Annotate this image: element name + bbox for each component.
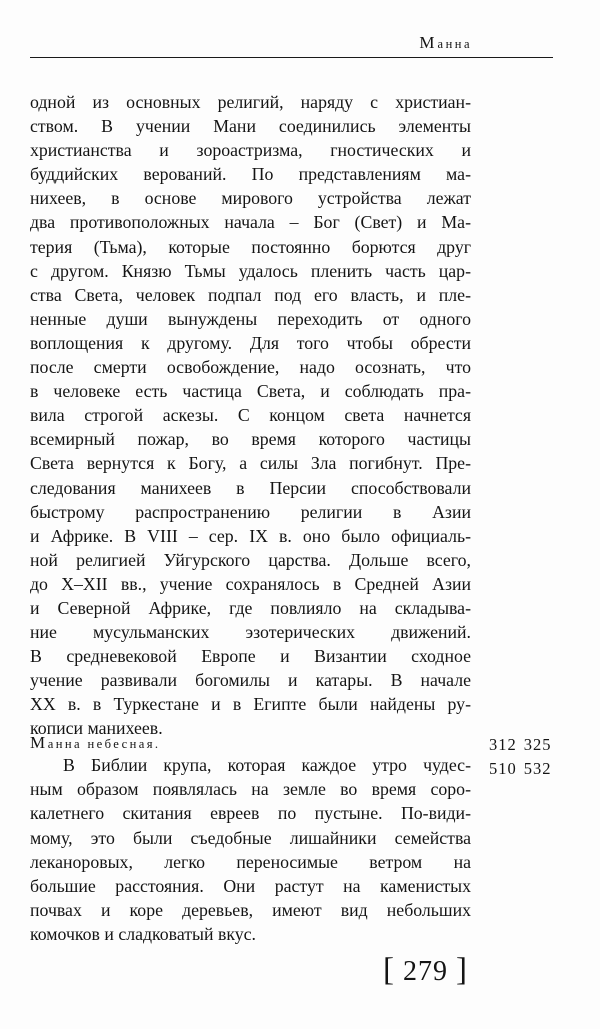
text-line: кописи манихеев. bbox=[30, 718, 163, 739]
text-line: мому, это были съедобные лишайники семейства bbox=[30, 827, 471, 848]
text-line: калетнего скитания евреев по пустыне. По-види- bbox=[30, 803, 471, 824]
running-head-initial: М bbox=[419, 33, 438, 52]
text-line: почвах и коре деревьев, имеют вид небольших bbox=[30, 900, 471, 921]
page-number-value: 279 bbox=[403, 956, 448, 987]
text-line: В Библии крупа, которая каждое утро чудес- bbox=[63, 755, 471, 775]
text-line: ной религией Уйгурского царства. Дольше всего, bbox=[30, 549, 471, 570]
text-line: воплощения к другому. Для того чтобы обрести bbox=[30, 332, 471, 353]
text-line: леканоровых, легко переносимые ветром на bbox=[30, 851, 471, 872]
page-number-close-bracket: ] bbox=[456, 952, 468, 988]
text-line: ством. В учении Мани соединились элементы bbox=[30, 116, 471, 137]
entry-body bbox=[30, 753, 471, 947]
text-line: большие расстояния. Они растут на каменистых bbox=[30, 876, 471, 897]
text-line: в человеке есть частица Света, и соблюдать пра- bbox=[30, 381, 471, 402]
text-line: до X–XII вв., учение сохранялось в Средней Азии bbox=[30, 573, 471, 594]
text-line: быстрому распространению религии в Азии bbox=[30, 501, 471, 522]
text-line: ным образом появлялась на земле во время соро- bbox=[30, 779, 471, 800]
text-line: учение развивали богомилы и катары. В начале bbox=[30, 670, 471, 691]
article-continuation bbox=[30, 90, 471, 741]
text-line: терия (Тьма), которые постоянно борются друг bbox=[30, 236, 471, 257]
page-number-open-bracket: [ bbox=[383, 952, 395, 988]
text-line: христианства и зороастризма, гностических и bbox=[30, 140, 471, 161]
reference-row bbox=[489, 757, 552, 781]
running-head bbox=[419, 33, 472, 53]
text-line: XX в. в Туркестане и в Египте были найдены ру- bbox=[30, 694, 471, 715]
running-head-rest: анна bbox=[437, 37, 472, 51]
text-line: ние мусульманских эзотерических движений. bbox=[30, 622, 471, 643]
reference-number: 510 bbox=[489, 759, 517, 778]
text-line: и Африке. В VIII – сер. IX в. оно было официаль- bbox=[30, 525, 471, 546]
text-line: два противоположных начала – Бог (Свет) и Ма- bbox=[30, 212, 471, 233]
reference-number: 312 bbox=[489, 735, 517, 754]
text-line: комочков и сладковатый вкус. bbox=[30, 924, 256, 945]
text-line: и Северной Африке, где повлияло на складыва- bbox=[30, 597, 471, 618]
text-line: вила строгой аскезы. С концом света начнется bbox=[30, 405, 471, 426]
text-line: всемирный пожар, во время которого частицы bbox=[30, 429, 471, 450]
text-line: В средневековой Европе и Византии сходное bbox=[30, 646, 471, 667]
reference-number: 325 bbox=[523, 735, 552, 754]
entry-headword-initial: М bbox=[30, 733, 48, 752]
text-line: ства Света, человек подпал под его власть, и пле- bbox=[30, 284, 471, 305]
reference-row bbox=[489, 733, 552, 757]
entry-headword-rest: анна небесная. bbox=[47, 737, 161, 751]
text-line: после смерти освобождение, надо осознать, что bbox=[30, 357, 471, 378]
reference-number: 532 bbox=[523, 759, 552, 778]
page-number bbox=[383, 952, 468, 988]
text-line: следования манихеев в Персии способствовали bbox=[30, 477, 471, 498]
text-line: буддийских верований. По представлениям ма- bbox=[30, 164, 471, 185]
header-rule bbox=[30, 57, 553, 58]
text-line: ненные души вынуждены переходить от одного bbox=[30, 308, 471, 329]
text-line: Света вернутся к Богу, а силы Зла погибнут. Пре- bbox=[30, 453, 471, 474]
text-line: нихеев, в основе мирового устройства лежат bbox=[30, 188, 471, 209]
page-references bbox=[489, 733, 552, 781]
text-line: одной из основных религий, наряду с христиан- bbox=[30, 92, 471, 112]
text-line: с другом. Князю Тьмы удалось пленить часть цар- bbox=[30, 260, 471, 281]
